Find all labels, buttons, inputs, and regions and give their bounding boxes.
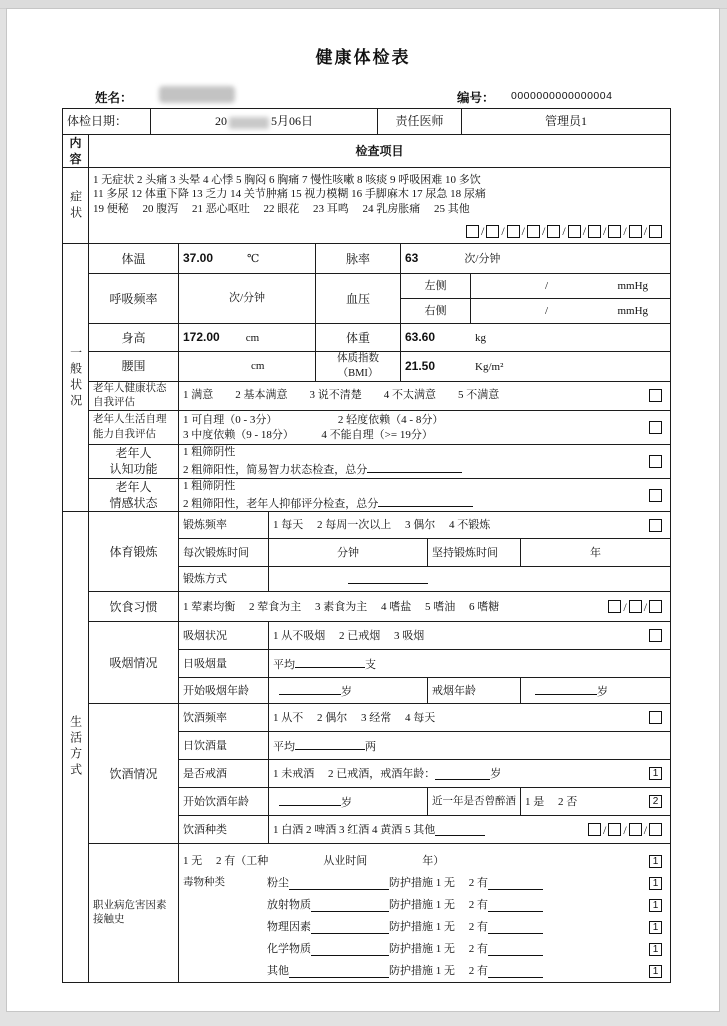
weight-value: 63.60 xyxy=(405,330,436,345)
diet-cell xyxy=(179,592,671,622)
emotion-options: 1 粗筛阴性 2 粗筛阳性，老年人抑郁评分检查，总分 xyxy=(183,479,649,512)
bmi-label: 体质指数 （BMI） xyxy=(316,352,401,381)
smoke-status-checkbox[interactable] xyxy=(649,629,662,642)
drink-quit-answer-box[interactable]: 1 xyxy=(649,767,662,780)
resp-unit: 次/分钟 xyxy=(228,292,266,305)
drink-quit-age-blank[interactable] xyxy=(435,767,490,780)
exam-form xyxy=(62,108,670,983)
bp-right-value-cell[interactable] xyxy=(471,299,671,324)
drink-kind-checkbox[interactable] xyxy=(588,822,601,837)
height-label: 身高 xyxy=(89,324,179,352)
emotion-score-blank[interactable] xyxy=(378,494,473,507)
symptom-checkbox[interactable] xyxy=(466,224,479,239)
exercise-freq-label: 锻炼频率 xyxy=(179,512,269,539)
smoke-start-unit: 岁 xyxy=(341,686,352,699)
weight-value-cell[interactable] xyxy=(401,324,671,352)
name-label: 姓名： xyxy=(95,91,133,105)
smoke-quit-cell xyxy=(521,678,671,704)
drink-quit-unit: 岁 xyxy=(490,767,502,780)
check-items-header: 检查项目 xyxy=(89,135,671,168)
occupational-cell xyxy=(179,844,671,983)
emotion-label: 老年人 情感状态 xyxy=(89,478,179,512)
exercise-persist-cell[interactable] xyxy=(521,539,671,567)
toxin-name: 化学物质 xyxy=(267,943,311,956)
drink-kind-other-blank[interactable] xyxy=(435,823,485,836)
smoke-status-label: 吸烟状况 xyxy=(179,622,269,650)
protect-blank[interactable] xyxy=(488,965,543,978)
occupational-label: 职业病危害因素 接触史 xyxy=(89,844,179,983)
doctor-label: 责任医师 xyxy=(378,109,462,135)
waist-label: 腰围 xyxy=(89,352,179,381)
pulse-unit: 次/分钟 xyxy=(464,253,501,266)
occupational-item-row xyxy=(183,894,666,916)
cognition-label: 老年人 认知功能 xyxy=(89,445,179,479)
drink-daily-cell xyxy=(269,732,671,760)
drink-kind-checkbox[interactable] xyxy=(642,822,662,838)
bp-left-unit: mmHg xyxy=(617,279,649,292)
drink-kind-checkbox-group xyxy=(588,822,662,838)
cognition-cell xyxy=(179,445,671,479)
doctor-value[interactable]: 管理员1 xyxy=(462,109,671,135)
general-section-label: 一般状况 xyxy=(68,345,83,410)
selfcare-options: 1 可自理（0 - 3分） 2 轻度依赖（4 - 8分） 3 中度依赖（9 - 18分） 4 不能自理（>= 19分） xyxy=(183,413,444,441)
emotion-checkbox[interactable] xyxy=(649,489,662,502)
exercise-persist-label: 坚持锻炼时间 xyxy=(428,539,521,567)
exercise-freq-checkbox[interactable] xyxy=(649,519,662,532)
drink-quit-cell xyxy=(269,760,671,788)
drink-freq-label: 饮酒频率 xyxy=(179,704,269,732)
smoke-daily-blank[interactable] xyxy=(295,655,365,668)
protect-blank[interactable] xyxy=(488,943,543,956)
drink-daily-label: 日饮酒量 xyxy=(179,732,269,760)
height-value: 172.00 xyxy=(183,330,220,345)
symptom-checkbox[interactable] xyxy=(540,223,560,239)
drink-kind-checkbox[interactable] xyxy=(601,822,621,838)
toxin-answer-box[interactable]: 1 xyxy=(649,877,662,890)
exercise-mode-cell xyxy=(269,567,671,592)
drink-daily-blank[interactable] xyxy=(295,737,365,750)
exam-date-label: 体检日期： xyxy=(63,109,151,135)
page-title: 健康体检表 xyxy=(315,48,411,67)
drunk-cell xyxy=(521,788,671,816)
occupational-item-row xyxy=(183,872,666,894)
smoke-daily-label: 日吸烟量 xyxy=(179,650,269,678)
drink-start-blank[interactable] xyxy=(279,793,341,806)
exercise-time-cell[interactable] xyxy=(269,539,428,567)
lifestyle-section-cell xyxy=(63,512,89,983)
main-table xyxy=(62,134,671,983)
content-header: 内容 xyxy=(63,135,89,168)
drink-freq-options: 1 从不 2 偶尔 3 经常 4 每天 xyxy=(273,711,436,724)
symptom-checkbox[interactable] xyxy=(601,223,621,239)
smoke-start-cell xyxy=(269,678,428,704)
pulse-label: 脉率 xyxy=(316,244,401,274)
occupational-line-main xyxy=(183,850,666,872)
diet-label: 饮食习惯 xyxy=(89,592,179,622)
occupational-item-row xyxy=(183,960,666,982)
diet-options: 1 荤素均衡 2 荤食为主 3 素食为主 4 嗜盐 5 嗜油 6 嗜糖 xyxy=(183,600,500,613)
smoke-quit-label: 戒烟年龄 xyxy=(428,678,521,704)
toxin-name: 其他 xyxy=(267,965,289,978)
general-section-cell xyxy=(63,244,89,512)
symptom-checkbox[interactable] xyxy=(621,223,641,239)
drink-kind-options: 1 白酒 2 啤酒 3 红酒 4 黄酒 5 其他 xyxy=(273,823,436,836)
elder-health-options: 1 满意 2 基本满意 3 说不清楚 4 不太满意 5 不满意 xyxy=(183,389,500,402)
selfcare-label: 老年人生活自理 能力自我评估 xyxy=(89,411,179,445)
protect-text: 防护措施 1 无 2 有 xyxy=(389,877,488,890)
toxin-answer-box[interactable]: 1 xyxy=(649,943,662,956)
meta-row xyxy=(7,84,719,110)
toxin-answer-box[interactable]: 1 xyxy=(649,921,662,934)
drink-quit-options: 1 未戒酒 2 已戒酒，戒酒年龄： xyxy=(273,767,436,780)
smoke-start-label: 开始吸烟年龄 xyxy=(179,678,269,704)
temp-unit: ℃ xyxy=(247,253,260,266)
protect-text: 防护措施 1 无 2 有 xyxy=(389,899,488,912)
protect-blank[interactable] xyxy=(488,899,543,912)
waist-value-cell[interactable] xyxy=(179,352,316,381)
cognition-options: 1 粗筛阴性 2 粗筛阳性，简易智力状态检查，总分 xyxy=(183,445,649,478)
smoke-label: 吸烟情况 xyxy=(89,622,179,704)
drink-daily-unit: 两 xyxy=(365,741,376,754)
exercise-label: 体育锻炼 xyxy=(89,512,179,592)
resp-value-cell[interactable] xyxy=(179,274,316,324)
symptoms-section-label: 症状 xyxy=(68,189,83,222)
drink-start-cell xyxy=(269,788,428,816)
drink-start-unit: 岁 xyxy=(341,797,352,810)
exercise-time-label: 每次锻炼时间 xyxy=(179,539,269,567)
smoke-daily-cell xyxy=(269,650,671,678)
exam-date-value[interactable]: 20 5月06日 xyxy=(151,109,378,135)
temp-value: 37.00 xyxy=(183,251,214,266)
toxin-blank[interactable] xyxy=(289,877,389,890)
bp-right-unit: mmHg xyxy=(617,304,649,317)
toxin-answer-box[interactable]: 1 xyxy=(649,965,662,978)
occupational-options: 1 无 2 有（工种 从业时间 年） xyxy=(183,855,445,868)
drunk-label: 近一年是否曾醉酒 xyxy=(428,788,521,816)
selfcare-checkbox[interactable] xyxy=(649,421,662,434)
exercise-mode-label: 锻炼方式 xyxy=(179,567,269,592)
occupational-item-row xyxy=(183,916,666,938)
drink-label: 饮酒情况 xyxy=(89,704,179,844)
bmi-value: 21.50 xyxy=(405,359,436,374)
symptoms-section-cell xyxy=(63,168,89,244)
bmi-value-cell[interactable] xyxy=(401,352,671,381)
toxin-blank[interactable] xyxy=(311,921,389,934)
protect-blank[interactable] xyxy=(488,921,543,934)
emotion-cell xyxy=(179,478,671,512)
toxin-name: 放射物质 xyxy=(267,899,311,912)
exercise-time-unit: 分钟 xyxy=(337,546,359,559)
symptom-checkbox[interactable] xyxy=(479,223,499,239)
pulse-value-cell[interactable] xyxy=(401,244,671,274)
symptoms-line2: 11 多尿 12 体重下降 13 乏力 14 关节肿痛 15 视力模糊 16 手脚麻木 17 尿急 18 尿痛 xyxy=(93,188,486,201)
drink-freq-cell xyxy=(269,704,671,732)
resp-label: 呼吸频率 xyxy=(89,274,179,324)
smoke-daily-prefix: 平均 xyxy=(273,659,295,672)
toxin-type-label: 毒物种类 xyxy=(183,877,225,889)
drink-kind-checkbox[interactable] xyxy=(621,822,641,838)
bp-left-slash: / xyxy=(545,279,549,292)
occupational-answer-box[interactable]: 1 xyxy=(649,855,662,868)
symptoms-content xyxy=(89,168,671,244)
diet-checkbox[interactable] xyxy=(621,599,641,615)
smoke-status-cell xyxy=(269,622,671,650)
header-table xyxy=(62,108,671,135)
lifestyle-section-label: 生活方式 xyxy=(68,715,83,780)
waist-unit: cm xyxy=(251,360,265,373)
drunk-answer-box[interactable]: 2 xyxy=(649,795,662,808)
drink-start-label: 开始饮酒年龄 xyxy=(179,788,269,816)
drink-kind-cell xyxy=(269,816,671,844)
diet-checkbox[interactable] xyxy=(642,599,662,615)
bp-left-label: 左侧 xyxy=(401,274,471,299)
exercise-persist-unit: 年 xyxy=(590,546,602,559)
weight-unit: kg xyxy=(475,332,487,345)
height-value-cell[interactable] xyxy=(179,324,316,352)
selfcare-cell xyxy=(179,411,671,445)
pulse-value: 63 xyxy=(405,251,419,266)
toxin-answer-box[interactable]: 1 xyxy=(649,899,662,912)
weight-label: 体重 xyxy=(316,324,401,352)
cognition-score-blank[interactable] xyxy=(367,460,462,473)
smoke-start-blank[interactable] xyxy=(279,682,341,695)
symptoms-line3: 19 便秘 20 腹泻 21 恶心呕吐 22 眼花 23 耳鸣 24 乳房胀痛 25 其他 xyxy=(93,203,470,216)
toxin-blank[interactable] xyxy=(311,943,389,956)
protect-text: 防护措施 1 无 2 有 xyxy=(389,965,488,978)
exercise-freq-cell xyxy=(269,512,671,539)
form-page xyxy=(6,8,720,1012)
exercise-freq-options: 1 每天 2 每周一次以上 3 偶尔 4 不锻炼 xyxy=(273,519,491,532)
symptoms-checkbox-group xyxy=(93,223,666,239)
temp-label: 体温 xyxy=(89,244,179,274)
symptoms-line1: 1 无症状 2 头痛 3 头晕 4 心悸 5 胸闷 6 胸痛 7 慢性咳嗽 8 咳痰 9 呼吸困难 10 多饮 xyxy=(93,173,481,186)
smoke-quit-blank[interactable] xyxy=(535,682,597,695)
toxin-name: 物理因素 xyxy=(267,921,311,934)
diet-checkbox-group xyxy=(608,599,662,615)
bp-left-value-cell[interactable] xyxy=(471,274,671,299)
elder-health-checkbox[interactable] xyxy=(649,389,662,402)
smoke-status-options: 1 从不吸烟 2 已戒烟 3 吸烟 xyxy=(273,629,425,642)
protect-text: 防护措施 1 无 2 有 xyxy=(389,943,488,956)
name-value-redacted xyxy=(159,86,235,103)
symptom-checkbox[interactable] xyxy=(560,223,580,239)
smoke-quit-unit: 岁 xyxy=(597,686,608,699)
bp-label: 血压 xyxy=(316,274,401,324)
height-unit: cm xyxy=(245,332,260,345)
toxin-blank[interactable] xyxy=(311,899,389,912)
diet-checkbox[interactable] xyxy=(608,599,621,614)
date-redacted xyxy=(229,117,269,129)
cognition-checkbox[interactable] xyxy=(649,455,662,468)
occupational-item-row xyxy=(183,938,666,960)
drink-daily-prefix: 平均 xyxy=(273,741,295,754)
bp-right-slash: / xyxy=(545,304,549,317)
protect-blank[interactable] xyxy=(488,877,543,890)
drink-quit-label: 是否戒酒 xyxy=(179,760,269,788)
elder-health-label: 老年人健康状态 自我评估 xyxy=(89,381,179,410)
toxin-name: 粉尘 xyxy=(267,877,289,890)
bmi-unit: Kg/m² xyxy=(475,361,504,374)
drink-freq-checkbox[interactable] xyxy=(649,711,662,724)
protect-text: 防护措施 1 无 2 有 xyxy=(389,921,488,934)
temp-value-cell[interactable] xyxy=(179,244,316,274)
symptom-checkbox[interactable] xyxy=(499,223,519,239)
toxin-blank[interactable] xyxy=(289,965,389,978)
exercise-mode-blank[interactable] xyxy=(348,571,428,584)
code-value: 0000000000000004 xyxy=(511,90,613,102)
bp-right-label: 右侧 xyxy=(401,299,471,324)
code-label: 编号： xyxy=(457,91,495,105)
symptom-checkbox[interactable] xyxy=(581,223,601,239)
elder-health-cell xyxy=(179,381,671,410)
drink-kind-label: 饮酒种类 xyxy=(179,816,269,844)
symptom-checkbox[interactable] xyxy=(520,223,540,239)
symptom-checkbox[interactable] xyxy=(642,223,662,239)
drunk-options: 1 是 2 否 xyxy=(525,795,578,808)
smoke-daily-unit: 支 xyxy=(365,659,376,672)
